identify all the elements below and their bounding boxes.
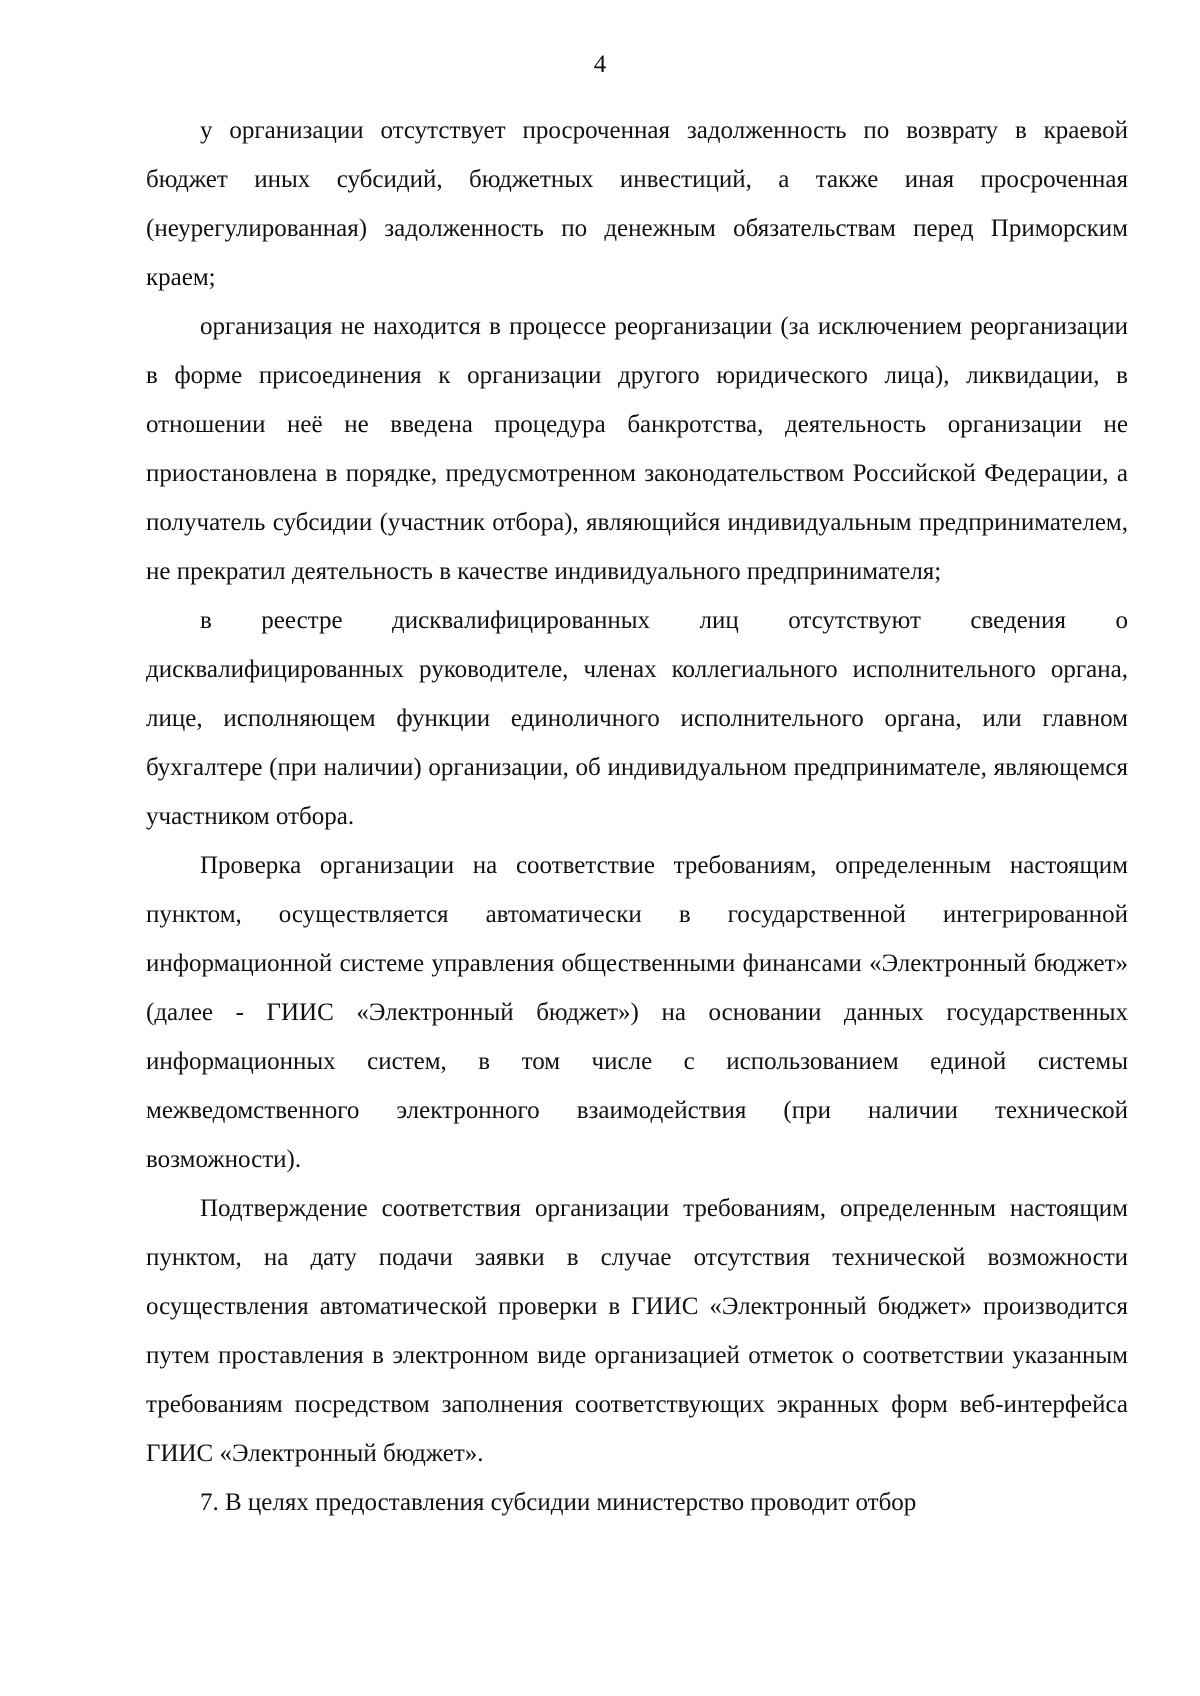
page-number: 4 bbox=[593, 51, 607, 78]
paragraph-debt-requirement: у организации отсутствует просроченная задолженность по возврату в краевой бюджет иных субсидий, бюджетных инвестиций, а также иная просроченная (неурегулированная) задолженность по денежным обязательствам перед Приморским краем; bbox=[146, 117, 1128, 291]
document-body bbox=[146, 106, 1128, 1527]
paragraph-disqualified-persons: в реестре дисквалифицированных лиц отсутствуют сведения о дисквалифицированных руководителе, членах коллегиального исполнительного органа, лице, исполняющем функции единоличного исполнительного органа, или главном бухгалтере (при наличии) организации, об индивидуальном предпринимателе, являющемся участником отбора. bbox=[146, 607, 1128, 830]
paragraph-reorganization-requirement: организация не находится в процессе реорганизации (за исключением реорганизации в форме присоединения к организации другого юридического лица), ликвидации, в отношении неё не введена процедура банкротства, деятельность организации не приостановлена в порядке, предусмотренном законодательством Российской Федерации, а получатель субсидии (участник отбора), являющийся индивидуальным предпринимателем, не прекратил деятельность в качестве индивидуального предпринимателя; bbox=[146, 313, 1128, 585]
paragraph-confirmation: Подтверждение соответствия организации требованиям, определенным настоящим пунктом, на дату подачи заявки в случае отсутствия технической возможности осуществления автоматической проверки в ГИИС «Электронный бюджет» производится путем проставления в электронном виде организацией отметок о соответствии указанным требованиям посредством заполнения соответствующих экранных форм веб-интерфейса ГИИС «Электронный бюджет». bbox=[146, 1195, 1128, 1467]
paragraph-item-7: 7. В целях предоставления субсидии министерство проводит отбор bbox=[200, 1489, 917, 1516]
paragraph-automatic-check: Проверка организации на соответствие требованиям, определенным настоящим пунктом, осуществляется автоматически в государственной интегрированной информационной системе управления общественными финансами «Электронный бюджет» (далее - ГИИС «Электронный бюджет») на основании данных государственных информационных систем, в том числе с использованием единой системы межведомственного электронного взаимодействия (при наличии технической возможности). bbox=[146, 852, 1128, 1173]
